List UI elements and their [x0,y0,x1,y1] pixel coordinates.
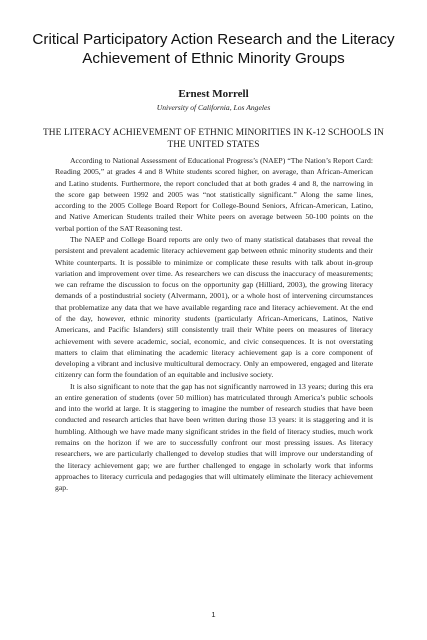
author-name: Ernest Morrell [178,88,249,100]
author-affiliation: University of California, Los Angeles [156,103,271,112]
section-heading: THE LITERACY ACHIEVEMENT OF ETHNIC MINORITIES IN K-12 SCHOOLS IN THE UNITED STATES [42,128,384,150]
paragraph: The NAEP and College Board reports are only two of many statistical databases that reveal the persistent and prevalent academic literacy achievement gap between ethnic minority students and their White counterparts. It is possible to minimize or complicate these results with talk about in-group variation and improvement over time. As researchers we can discuss the inaccuracy of measurements; we can reframe the discussion to focus on the opportunity gap (Hilliard, 2003), the growing literacy demands of a postindustrial society (Alvermann, 2001), or a whole host of intervening circumstances that problematize any data that we have available regarding race and literacy achievement. At the end of the day, however, ethnic minority students (particularly African-Americans, Latinos, Native Americans, and Pacific Islanders) still consistently trail their White peers on measures of literacy achievement with severe academic, social, economic, and civic consequences. It is not overstating matters to claim that eliminating the academic literacy achievement gap is a core component of developing a vibrant and inclusive multicultural democracy. Only an empowered, engaged and literate citizenry can form the foundation of an equitable and inclusive society. [55,234,373,380]
page-number: 1 [211,610,216,619]
paragraph: According to National Assessment of Educational Progress’s (NAEP) “The Nation’s Report Card: Reading 2005,” at grades 4 and 8 White students scored higher, on average, than African-American and Latino students. Furthermore, the report concluded that at both grades 4 and 8, the narrowing in the score gap between 1992 and 2005 was “not statistically significant.” Along the same lines, according to the 2005 College Board Report for College-Bound Seniors, African-American, Latino, and Native American Students trailed their White peers on average between 50-100 points on the verbal portion of the SAT Reasoning test. [55,156,373,233]
paragraph: It is also significant to note that the gap has not significantly narrowed in 13 years; during this era an entire generation of students (over 50 million) has matriculated through America’s public schools and into the world at large. It is staggering to imagine the number of research studies that have been conducted and research articles that have been written during those 13 years: it is staggering and it is humbling. Although we have made many significant strides in the field of literacy studies, much work remains on the horizon if we are to successfully confront our most pressing issues. As literacy researchers, we are particularly challenged to develop studies that will improve our understanding of the literacy achievement gap; we are further challenged to engage in scholarly work that informs approaches to literacy curricula and pedagogies that will ultimately eliminate the literacy achievement gap. [55,381,373,493]
paper-title: Critical Participatory Action Research and the Literacy Achievement of Ethnic Minority Groups [32,31,395,67]
body-text [55,155,373,493]
